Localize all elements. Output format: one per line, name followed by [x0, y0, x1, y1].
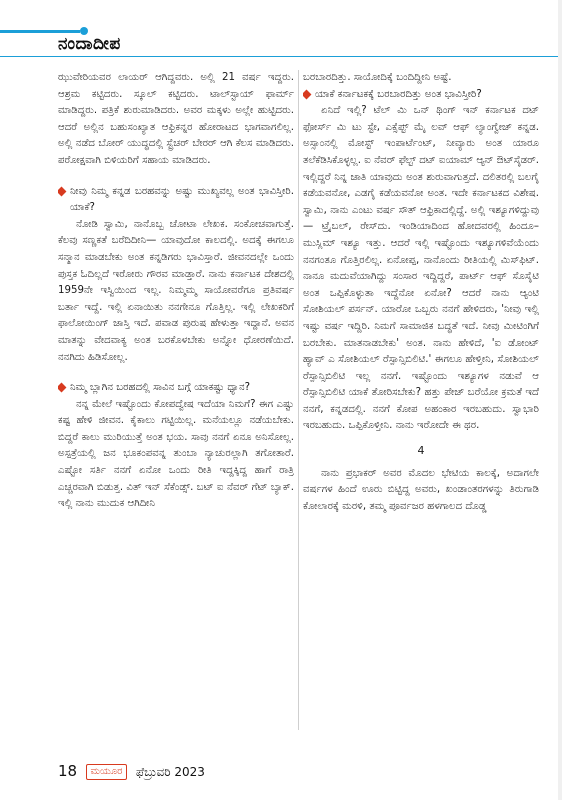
- column-divider: [298, 70, 299, 730]
- section-title: ನಂದಾದೀಪ: [58, 34, 121, 54]
- question-text: ನಿಮ್ಮ ಬ್ಲಾಗಿನ ಬರಹದಲ್ಲಿ ಸಾವಿನ ಬಗ್ಗೆ ಯಾಕಷ್ಟು ಧ್ಯಾನ?: [70, 382, 251, 394]
- header-rule: [0, 56, 562, 57]
- paragraph: ಬರಬಾರದಿತ್ತು. ಸಾಯೋದಿಕ್ಕೆ ಬಂದಿದ್ದೀನಿ ಅಷ್ಟೆ.: [303, 72, 452, 83]
- diamond-bullet-icon: [58, 383, 66, 393]
- question-text: ಯಾಕೆ ಕರ್ನಾಟಕಕ್ಕೆ ಬರಬಾರದಿತ್ತು ಅಂತ ಭಾವಿಸ್ತೀರಿ?: [315, 88, 482, 100]
- diamond-bullet-icon: [303, 89, 311, 99]
- page-footer: [58, 762, 205, 780]
- answer-paragraph: ನೋಡಿ ಸ್ವಾಮಿ, ನಾನೊಬ್ಬ ಚೋಟಾ ಲೇಖಕ. ಸಂಕೋಚವಾಗುತ್ತೆ. ಕೆಲವು ಸಣ್ಣಕತೆ ಬರೆದಿದೀನಿ— ಯಾವುದೋ ಕಾಲದಲ್ಲಿ. ಅದಕ್ಕೆ ಈಗಲೂ ಸನ್ಮಾನ ಮಾಡಬೇಕು ಅಂತ ಕನ್ನಡಿಗರು ಭಾವಿಸ್ತಾರೆ. ಜೀವನದಲ್ಲೇ ಒಂದು ಪುಸ್ತಕ ಓದಿಲ್ಲದೆ ಇರೋರು ಗೌರವ ಮಾಡ್ತಾರೆ. ನಾನು ಕರ್ನಾಟಕ ದೇಶದಲ್ಲಿ 1959ನೇ ಇಸ್ವಿಯಿಂದ ಇಲ್ಲ. ನಿಮ್ಮಮ್ಮ ಸಾಯೋವರೆಗೂ ಪ್ರತಿವರ್ಷ ಬರ್ತಾ ಇದ್ದೆ. ಇಲ್ಲಿ ಏನಾಯಿತು ನನಗೇನೂ ಗೊತ್ತಿಲ್ಲ. ಇಲ್ಲಿ ಲೇಖಕರಿಗೆ ಫಾಲೋಯಿಂಗ್ ಜಾಸ್ತಿ ಇದೆ. ಪವಾಡ ಪುರುಷ ಹೇಳುತ್ತಾ ಇದ್ದಾನೆ. ಅವನ ಮಾತನ್ನು ವೇದವಾಕ್ಯ ಅಂತ ಬರಕೊಳಬೇಕು ಅನ್ನೋ ಧೋರಣೆಯಿದೆ. ನನಗಿದು ಹಿಡಿಸೋಲ್ಲ.: [58, 218, 294, 363]
- issue-date: ಫೆಬ್ರುವರಿ 2023: [135, 765, 205, 779]
- diamond-bullet-icon: [58, 186, 66, 196]
- header-accent-line: [0, 30, 80, 33]
- paragraph: ಝುವೇರಿಯವರ ಲಾಯರ್ ಆಗಿದ್ದವರು. ಅಲ್ಲಿ 21 ವರ್ಷ ಇದ್ದರು. ಆಶ್ರಮ ಕಟ್ಟಿದರು. ಸ್ಕೂಲ್ ಕಟ್ಟಿದರು. ಟಾಲ್‌ಸ್ಟಾಯ್ ಫಾರ್ಮ್ ಮಾಡಿದ್ದರು. ಪತ್ರಿಕೆ ಶುರುಮಾಡಿದರು. ಅವರ ಮಕ್ಕಳು ಅಲ್ಲೇ ಹುಟ್ಟಿದರು. ಆದರೆ ಅಲ್ಲಿನ ಬಹುಸಂಖ್ಯಾತ ಆಫ್ರಿಕನ್ನರ ಹೋರಾಟದ ಭಾಗವಾಗಲಿಲ್ಲ. ಅಲ್ಲಿ ನಡೆದ ಬೋರ್ ಯುದ್ಧದಲ್ಲಿ ಸ್ಟ್ರೆಚರ್ ಬೇರರ್ ಆಗಿ ಕೆಲಸ ಮಾಡಿದರು. ಪರೋಕ್ಷವಾಗಿ ಬಿಳಿಯರಿಗೆ ಸಹಾಯ ಮಾಡಿದರು.: [58, 72, 294, 166]
- question-text: ನೀವು ನಿಮ್ಮ ಕನ್ನಡ ಬರಹವನ್ನು ಅಷ್ಟು ಮುಖ್ಯವಲ್ಲ ಅಂತ ಭಾವಿಸ್ತೀರಿ. ಯಾಕೆ?: [70, 185, 294, 214]
- answer-paragraph: ನನ್ನ ಮೇಲೆ ಇಷ್ಟೊಂದು ಕೋಪದ್ವೇಷ ಇದೆಯಾ ನಿಮಗೆ? ಈಗ ಎಷ್ಟು ಕಷ್ಟ ಹೇಳಿ ಜೀವನ. ಕೈಕಾಲು ಗಟ್ಟಿಯಿಲ್ಲ. ಮನೆಯಲ್ಲೂ ನಡೆಯಬೇಕು. ಬಿದ್ದರೆ ಕಾಲು ಮುರಿಯುತ್ತೆ ಅಂತ ಭಯ. ಸಾವು ನನಗೆ ಏನೂ ಅನಿಸೋಲ್ಲ. ಅಸ್ಪತ್ರೆಯಲ್ಲಿ ಜನ ಭೂಕಂಪವನ್ನ ತುಂಬಾ ನ್ಯಾಚುರಲ್ಲಾಗಿ ತಗೋತಾರೆ. ಎಷ್ಟೋ ಸರ್ತಿ ನನಗೆ ಏನೋ ಒಂದು ರೀತಿ ಇದ್ದಕ್ಕಿದ್ದ ಹಾಗೆ ರಾತ್ರಿ ಎಚ್ಚರವಾಗಿ ಬಿಡುತ್ತ. ವಿತ್ ಇನ್ ಸೆಕೆಂಡ್ಸ್. ಬಟ್ ಐ ನೆವರ್ ಗೆಟ್ ಬ್ಯಾಕ್. ಇಲ್ಲಿ ನಾನು ಮುದುಕ ಆಗಿದೀನಿ: [58, 398, 294, 510]
- magazine-logo: ಮಯೂರ: [86, 764, 128, 780]
- section-number: 4: [417, 444, 425, 458]
- left-column: [58, 70, 294, 748]
- page-number: 18: [58, 762, 78, 780]
- header: [0, 0, 562, 70]
- right-column: [303, 70, 539, 748]
- page-edge: [558, 0, 562, 800]
- interview-question: [58, 380, 294, 397]
- interview-question: [58, 184, 294, 217]
- paragraph: ನಾನು ಪ್ರಭಾಕರ್ ಅವರ ಮೊದಲ ಭೇಟಿಯ ಕಾಲಕ್ಕೆ, ಅದಾಗಲೇ ವರ್ಷಗಳ ಹಿಂದೆ ಊರು ಬಿಟ್ಟಿದ್ದ ಅವರು, ಖಂಡಾಂತರಗಳನ್ನು ತಿರುಗಾಡಿ ಕೋಲಾರಕ್ಕೆ ಮರಳಿ, ತಮ್ಮ ಪೂರ್ವಜರ ಹಳಗಾಲದ ದೊಡ್ಡ: [303, 467, 539, 512]
- interview-question: [303, 87, 539, 104]
- answer-paragraph: ಏನಿದೆ ಇಲ್ಲಿ? ಟೆಲ್ ಮಿ ಒನ್ ಥಿಂಗ್ ಇನ್ ಕರ್ನಾಟಕ ದಟ್ ಫೋರ್ಸ್ ಮಿ ಟು ಸ್ಟೇ, ಎಕ್ಸೆಪ್ಟ್ ಮೈ ಲವ್ ಆಫ್ ಲ್ಯಾಂಗ್ವೇಜ್ ಕನ್ನಡ. ಅಸ್ಸಾಂನಲ್ಲಿ ಮೋಸ್ಟ್ ಇಂಪಾರ್ಟೆಂಟ್, ನೀವ್ಯಾರು ಅಂತ ಯಾರೂ ತಲೆಕೆಡಿಸಿಕೊಳ್ಳಲ್ಲ. ಐ ನೆವರ್ ಫೆಲ್ಟ್ ದಟ್ ಐಯಾಮ್ ಆ್ಯನ್ ಔಟ್‌ಸೈಡರ್. ಇಲ್ಲಿದ್ದರೆ ನಿನ್ನ ಜಾತಿ ಯಾವುದು ಅಂತ ಶುರುವಾಗುತ್ತದೆ. ದಲಿತರಲ್ಲಿ ಬಲಗೈ ಕಡೆಯವನೋ, ಎಡಗೈ ಕಡೆಯವನೋ ಅಂತ. ಇದೇ ಕರ್ನಾಟಕದ ವಿಶೇಷ. ಸ್ವಾಮಿ, ನಾನು ಎಂಟು ವರ್ಷ ಸೌತ್ ಆಫ್ರಿಕಾದಲ್ಲಿದ್ದೆ. ಅಲ್ಲಿ ಇಶ್ಯೂಗಳಿದ್ದುವು — ಟ್ರೈಬಲ್, ರೇಸ್‌ದು. ಇಂಡಿಯಾದಿಂದ ಹೋದವರಲ್ಲಿ ಹಿಂದೂ–ಮುಸ್ಲಿಮ್ ಇಶ್ಯೂ ಇತ್ತು. ಆದರೆ ಇಲ್ಲಿ ಇಷ್ಟೊಂದು ಇಶ್ಯೂಗಳಿವೆಯೆಂದು ನನಗಂತೂ ಗೊತ್ತಿರಲಿಲ್ಲ. ಏನೋಪ್ಪ, ನಾನೊಂದು ರೀತಿಯಲ್ಲಿ ಮಿಸ್‌ಫಿಟ್. ನಾನೂ ಮದುವೆಯಾಗಿದ್ದು ಸಂಸಾರ ಇದ್ದಿದ್ದರೆ, ಪಾರ್ಟ್ ಆಫ್ ಸೊಸೈಟಿ ಅಂತ ಒಪ್ಪಿಕೊಳ್ಳುತಾ ಇದ್ದೆನೋ ಏನೋ? ಆದರೆ ನಾನು ಆ್ಯಂಟಿ ಸೋಶಿಯಲ್ ಪರ್ಸನ್. ಯಾರೋ ಒಬ್ಬರು ನನಗೆ ಹೇಳಿದರು, 'ನೀವು ಇಲ್ಲಿ ಇಷ್ಟು ವರ್ಷ ಇದ್ದಿರಿ. ನಿಮಗೆ ಸಾಮಾಜಿಕ ಬದ್ಧತೆ ಇದೆ. ನೀವು ಮೀಟಿಂಗಿಗೆ ಬರಬೇಕು. ಮಾತನಾಡಬೇಕು' ಅಂತ. ನಾನು ಹೇಳಿದೆ, 'ಐ ಡೋಂಟ್ ಹ್ಯಾವ್ ಎ ಸೋಶಿಯಲ್ ರೆಸ್ಪಾನ್ಸಿಬಿಲಿಟಿ.' ಈಗಲೂ ಹೇಳ್ತೀನಿ, ಸೋಶಿಯಲ್ ರೆಸ್ಪಾನ್ಸಿಬಿಲಿಟಿ ಇಲ್ಲ ನನಗೆ. ಇಷ್ಟೊಂದು ಇಶ್ಯೂಗಳ ನಡುವೆ ಆ ರೆಸ್ಪಾನ್ಸಿಬಿಲಿಟಿ ಯಾಕೆ ತೋರಿಸಬೇಕು? ಹತ್ತು ಪೇಜ್ ಬರೆಯೋ ಕ್ರಮತೆ ಇದೆ ನನಗೆ, ಕನ್ನಡದಲ್ಲಿ. ನನಗೆ ಕೋಪ ಅಹಂಕಾರ ಇರಬಹುದು. ಸ್ವಾಭಾರಿ ಇರಬಹುದು. ಒಪ್ಪಿಕೊಳ್ತೀನಿ. ನಾನು ಇರೋದೇ ಈ ಥರ.: [303, 105, 539, 432]
